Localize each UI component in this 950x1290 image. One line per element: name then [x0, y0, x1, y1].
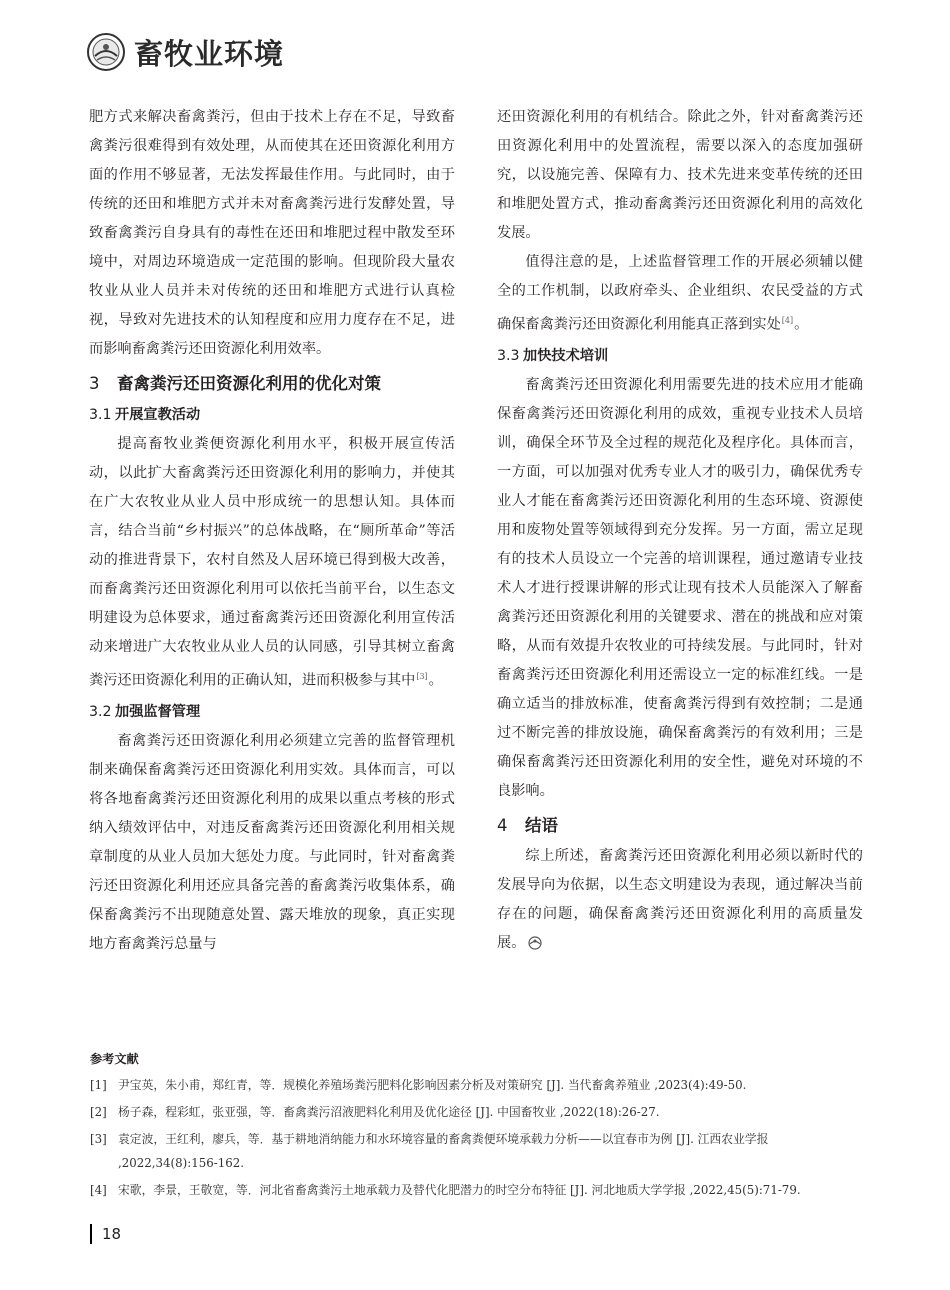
references-section [90, 1050, 865, 1205]
reference-item [90, 1178, 865, 1202]
section-heading-4 [497, 811, 863, 841]
reference-text: 杨子森，程彩虹，张亚强，等．畜禽粪污沼液肥料化利用及优化途径 [J]. 中国畜牧业 ,2022(18):26-27. [118, 1105, 660, 1119]
reference-number: [3] [90, 1132, 107, 1146]
references-title: 参考文献 [90, 1052, 139, 1066]
reference-text: 尹宝英，朱小甫，郑红青，等．规模化养殖场粪污肥料化影响因素分析及对策研究 [J]. 当代畜禽养殖业 ,2023(4):49-50. [118, 1078, 747, 1092]
paragraph-tail: 。 [428, 672, 443, 689]
page-number: 18 [102, 1225, 122, 1243]
reference-text: 宋歌，李景，王敬宽，等．河北省畜禽粪污土地承载力及替代化肥潜力的时空分布特征 [J]. 河北地质大学学报 ,2022,45(5):71-79. [118, 1183, 801, 1197]
section-heading-3 [89, 369, 455, 399]
subsection-heading-3-2 [89, 698, 455, 727]
journal-title: 畜牧业环境 [134, 36, 285, 71]
paragraph-text: 值得注意的是，上述监督管理工作的开展必须辅以健全的工作机制，以政府牵头、企业组织、农民受益的方式确保畜禽粪污还田资源化利用能真正落到实处 [497, 254, 863, 333]
section-number: 3 [89, 374, 100, 393]
paragraph-text: 综上所述，畜禽粪污还田资源化利用必须以新时代的发展导向为依据，以生态文明建设为表现，通过解决当前存在的问题，确保畜禽粪污还田资源化利用的高质量发展。 [497, 847, 863, 951]
page-footer [90, 1224, 121, 1244]
reference-number: [4] [90, 1183, 107, 1197]
journal-logo-icon [86, 32, 126, 72]
right-column [497, 103, 863, 958]
paragraph-intro: 肥方式来解决畜禽粪污，但由于技术上存在不足，导致畜禽粪污很难得到有效处理，从而使其在还田资源化利用方面的作用不够显著，无法发挥最佳作用。与此同时，由于传统的还田和堆肥方式并未对畜禽粪污进行发酵处置，导致畜禽粪污自身具有的毒性在还田和堆肥过程中散发至环境中，对周边环境造成一定范围的影响。但现阶段大量农牧业从业人员并未对传统的还田和堆肥方式进行认真检视，导致对先进技术的认知程度和应用力度存在不足，进而影响畜禽粪污还田资源化利用效率。 [89, 109, 455, 357]
subsection-number: 3.1 [89, 407, 112, 423]
subsection-title: 开展宣教活动 [115, 407, 201, 423]
paragraph-3-3: 畜禽粪污还田资源化利用需要先进的技术应用才能确保畜禽粪污还田资源化利用的成效，重视专业技术人员培训，确保全环节及全过程的规范化及程序化。具体而言，一方面，可以加强对优秀专业人才的吸引力，确保优秀专业人才能在畜禽粪污还田资源化利用的生态环境、资源使用和废物处置等领域得到充分发挥。另一方面，需立足现有的技术人员设立一个完善的培训课程，通过邀请专业技术人才进行授课讲解的形式让现有技术人员能深入了解畜禽粪污还田资源化利用的关键要求、潜在的挑战和应对策略，从而有效提升农牧业的可持续发展。与此同时，针对畜禽粪污还田资源化利用还需设立一定的标准红线。一是确立适当的排放标准，使畜禽粪污得到有效控制；二是通过不断完善的排放设施，确保畜禽粪污的有效利用；三是确保畜禽粪污还田资源化利用的安全性，避免对环境的不良影响。 [497, 376, 863, 799]
subsection-title: 加快技术培训 [523, 347, 609, 364]
footer-divider [90, 1224, 92, 1244]
reference-item [90, 1073, 865, 1097]
subsection-heading-3-3 [497, 342, 863, 371]
citation: [4] [781, 316, 794, 325]
paragraph-3-2: 畜禽粪污还田资源化利用必须建立完善的监督管理机制来确保畜禽粪污还田资源化利用实效。具体而言，可以将各地畜禽粪污还田资源化利用的成果以重点考核的形式纳入绩效评估中，对违反畜禽粪污还田资源化利用相关规章制度的从业人员加大惩处力度。与此同时，针对畜禽粪污还田资源化利用还应具备完善的畜禽粪污收集体系，确保畜禽粪污不出现随意处置、露天堆放的现象，真正实现地方畜禽粪污总量与 [89, 732, 455, 952]
subsection-title: 加强监督管理 [115, 703, 201, 720]
end-mark-icon [527, 936, 543, 950]
subsection-number: 3.2 [89, 703, 112, 720]
subsection-heading-3-1 [89, 401, 455, 430]
reference-number: [2] [90, 1105, 107, 1119]
citation: [3] [416, 672, 428, 681]
paragraph-tail: 。 [794, 316, 809, 333]
paragraph-text: 提高畜牧业粪便资源化利用水平，积极开展宣传活动，以此扩大畜禽粪污还田资源化利用的影响力，并使其在广大农牧业从业人员中形成统一的思想认知。具体而言，结合当前“乡村振兴”的总体战略，在“厕所革命”等活动的推进背景下，农村自然及人居环境已得到极大改善，而畜禽粪污还田资源化利用可以依托当前平台，以生态文明建设为总体要求，通过畜禽粪污还田资源化利用宣传活动来增进广大农牧业从业人员的认同感，引导其树立畜禽粪污还田资源化利用的正确认知，进而积极参与其中 [89, 436, 455, 689]
reference-item [90, 1100, 865, 1124]
journal-header [86, 30, 284, 74]
left-column [89, 103, 455, 959]
reference-number: [1] [90, 1078, 107, 1092]
reference-item [90, 1127, 865, 1175]
reference-text: 袁定波，王红利，廖兵，等．基于耕地消纳能力和水环境容量的畜禽粪便环境承载力分析——以宜春市为例 [J]. 江西农业学报 ,2022,34(8):156-162. [118, 1132, 769, 1170]
paragraph-note [497, 248, 863, 340]
section-title: 畜禽粪污还田资源化利用的优化对策 [117, 374, 381, 393]
section-title: 结语 [525, 815, 558, 835]
paragraph-continuation: 还田资源化利用的有机结合。除此之外，针对畜禽粪污还田资源化利用中的处置流程，需要以深入的态度加强研究，以设施完善、保障有力、技术先进来变革传统的还田和堆肥处置方式，推动畜禽粪污还田资源化利用的高效化发展。 [497, 109, 863, 241]
section-number: 4 [497, 815, 508, 835]
subsection-number: 3.3 [497, 347, 520, 364]
paragraph-4 [497, 842, 863, 958]
paragraph-3-1 [89, 430, 455, 696]
